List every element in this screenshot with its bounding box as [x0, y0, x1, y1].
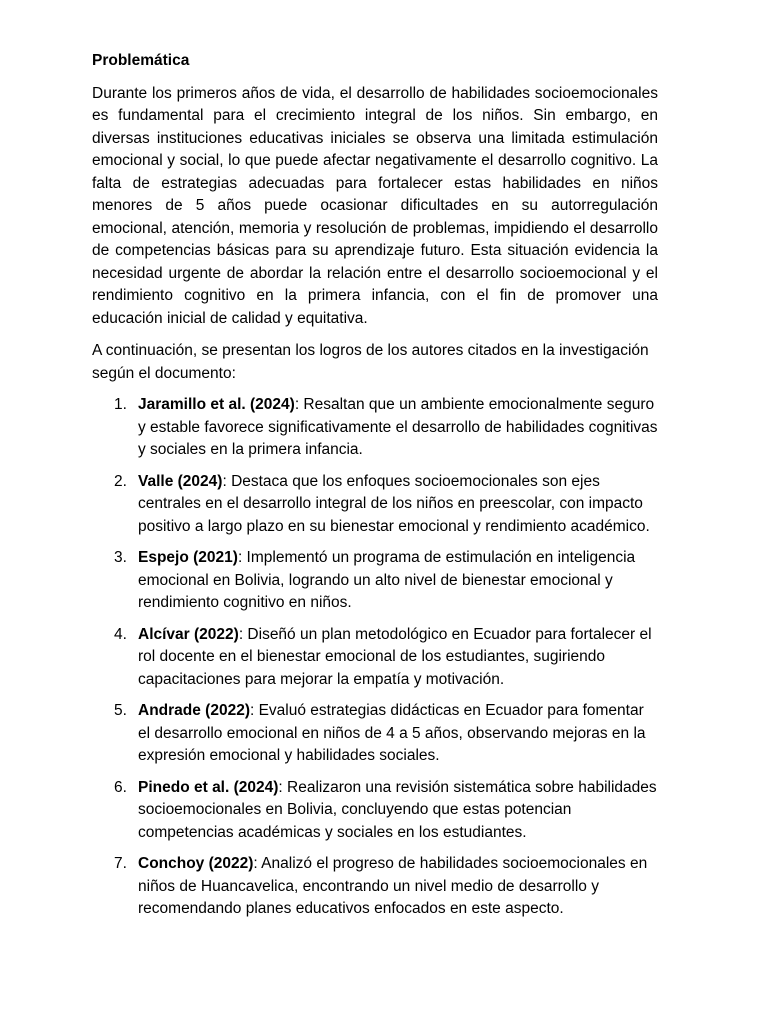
author-citation: Espejo (2021)	[138, 549, 238, 566]
list-item	[92, 471, 658, 539]
item-text: : Evaluó estrategias didácticas en Ecuador para fomentar el desarrollo emocional en niños de 4 a 5 años, observando mejoras en la expresión emocional y habilidades sociales.	[138, 702, 646, 764]
author-citation: Andrade (2022)	[138, 702, 250, 719]
list-number: 6.	[114, 778, 127, 796]
author-citation: Conchoy (2022)	[138, 855, 254, 872]
intro-paragraph: A continuación, se presentan los logros de los autores citados en la investigación según el documento:	[92, 342, 649, 382]
problem-paragraph: Durante los primeros años de vida, el desarrollo de habilidades socioemocionales es fundamental para el crecimiento integral de los niños. Sin embargo, en diversas instituciones educativas iniciales se observa una limitada estimulación emocional y social, lo que puede afectar negativamente el desarrollo cognitivo. La falta de estrategias adecuadas para fortalecer estas habilidades en niños menores de 5 años puede ocasionar dificultades en su autorregulación emocional, atención, memoria y resolución de problemas, impidiendo el desarrollo de competencias básicas para su aprendizaje futuro. Esta situación evidencia la necesidad urgente de abordar la relación entre el desarrollo socioemocional y el rendimiento cognitivo en la primera infancia, con el fin de promover una educación inicial de calidad y equitativa.	[92, 84, 658, 327]
list-item	[92, 853, 658, 921]
author-citation: Valle (2024)	[138, 472, 223, 490]
list-item	[92, 394, 658, 462]
item-text: : Realizaron una revisión sistemática sobre habilidades socioemocionales en Bolivia, concluyendo que estas potencian competencias académicas y sociales en los estudiantes.	[138, 778, 657, 841]
author-citation: Pinedo et al. (2024)	[138, 778, 279, 796]
author-citation: Alcívar (2022)	[138, 625, 239, 643]
item-text: : Analizó el progreso de habilidades socioemocionales en niños de Huancavelica, encontrando un nivel medio de desarrollo y recomendando planes educativos enfocados en este aspecto.	[138, 855, 648, 917]
list-number: 3.	[114, 549, 127, 566]
list-item	[92, 777, 658, 845]
section-heading: Problemática	[92, 52, 190, 69]
item-text: : Diseñó un plan metodológico en Ecuador para fortalecer el rol docente en el bienestar emocional de los estudiantes, sugiriendo capacitaciones para mejorar la empatía y motivación.	[138, 625, 652, 688]
list-number: 4.	[114, 625, 127, 643]
list-item	[92, 624, 658, 692]
item-text: : Destaca que los enfoques socioemocionales son ejes centrales en el desarrollo integral de los niños en preescolar, con impacto positivo a largo plazo en su bienestar emocional y rendimiento académico.	[138, 472, 650, 535]
document-page	[92, 50, 658, 930]
list-number: 7.	[114, 855, 127, 872]
list-number: 1.	[114, 396, 127, 413]
authors-list	[92, 394, 658, 921]
list-number: 5.	[114, 702, 127, 719]
item-text: : Resaltan que un ambiente emocionalmente seguro y estable favorece significativamente el desarrollo de habilidades cognitivas y sociales en la primera infancia.	[138, 396, 658, 458]
list-item	[92, 547, 658, 615]
list-number: 2.	[114, 472, 127, 490]
item-text: : Implementó un programa de estimulación en inteligencia emocional en Bolivia, logrando un alto nivel de bienestar emocional y rendimiento cognitivo en niños.	[138, 549, 636, 611]
list-item	[92, 700, 658, 768]
author-citation: Jaramillo et al. (2024)	[138, 396, 295, 413]
